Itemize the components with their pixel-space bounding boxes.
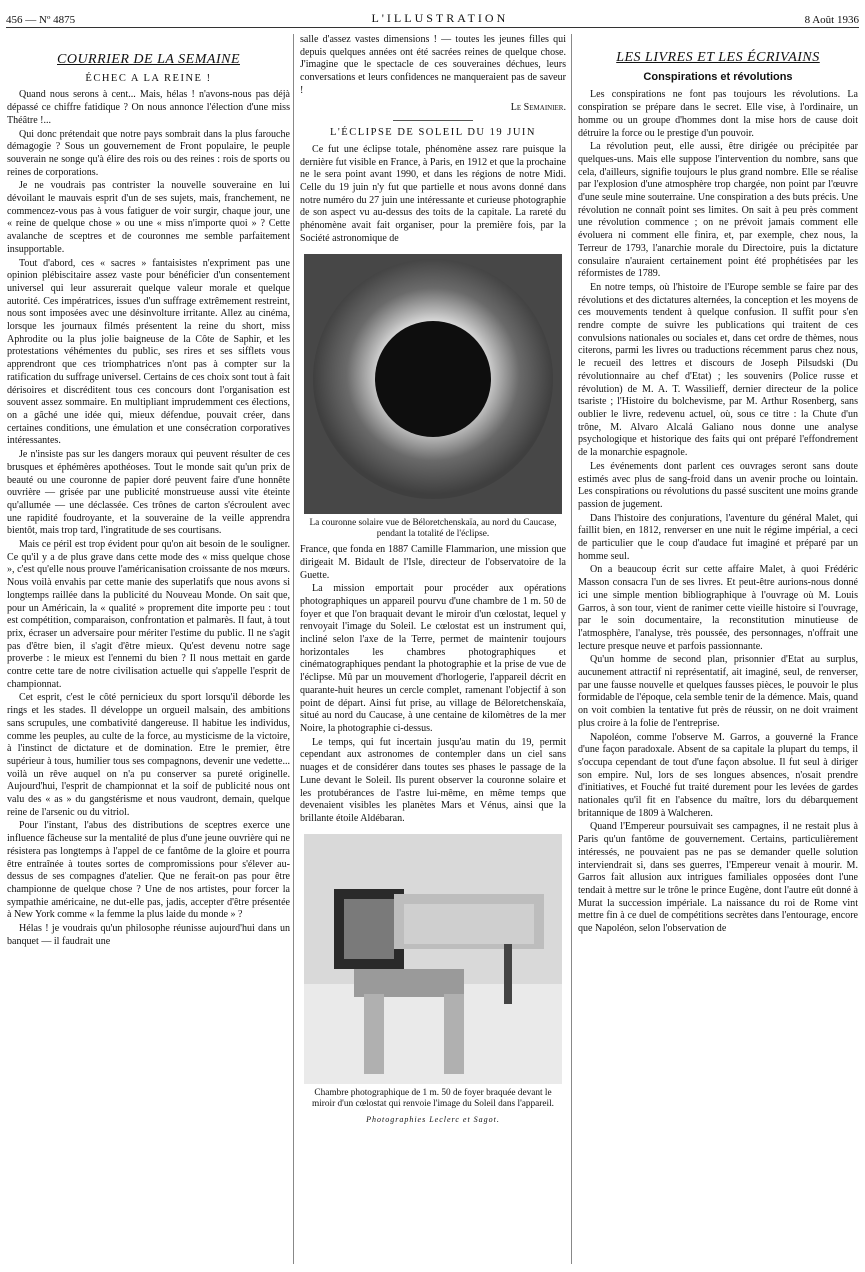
paragraph: La révolution peut, elle aussi, être dirigée ou précipitée par quelques-uns. Mais elle suppose l'intervention du nombre, sans que cela, d'ailleurs, signifie toujours le plus grand nombre. Elle se réalise par l'explosion d'une atmosphère trop chargée, non point par l'œuvre d'une seule mine souterraine. Une conspiration a des buts précis. Une révolution ne connaît point ses limites. On sait à peu près comment une révolution commence ; on ne prévoit jamais comment elle évoluera ni comment elle finira, et, par exemple, chez nous, la Terreur de 1793, l'anarchie morale du Directoire, puis la dictature consulaire n'auraient certainement point été prophétisées par les réformistes de 1789.	[578, 141, 858, 280]
paragraph: Cet esprit, c'est le côté pernicieux du sport lorsqu'il déborde les rings et les stades. Il développe un orgueil malsain, des ambitions sans scrupules, une combativité dangereuse. Il habitue les individus, comme les peuples, au culte de la force, au mysticisme de la victoire, à l'instinct de dictature et de domination. Etre le premier, être supérieur à tous, humilier tous ses compagnons, devenir une vedette... voilà un rêve auquel on n'a pu conserver sa pureté originelle. Aujourd'hui, l'esprit de championnat et la soif de publicité nous ont valu des « as » du gangstérisme et nous vaudront, demain, quelque reine de l'arsenic ou du vitriol.	[7, 692, 290, 818]
signature: Le Semainier.	[510, 101, 566, 113]
livres-subheading: Conspirations et révolutions	[643, 70, 793, 83]
camera-figure	[304, 834, 562, 1127]
paragraph: Je ne voudrais pas contrister la nouvelle souveraine en lui dévoilant le mauvais esprit d'un de ses sujets, mais, franchement, ne commencez-vous pas à vous fatiguer de voir surgir, chaque jour, une « reine de quelque chose » ou une « miss n'importe quoi » ? Cette avalanche de sceptres et de couronnes me semble parfaitement insupportable.	[7, 180, 290, 255]
paragraph: Dans l'histoire des conjurations, l'aventure du général Malet, qui faillit bien, en 1812, renverser en une nuit le régime impérial, a ceci de particulier que le coup d'audace fut imaginé et préparé par un homme seul.	[578, 512, 858, 562]
figure-caption: Chambre photographique de 1 m. 50 de foyer braquée devant le miroir d'un cœlostat qui renvoie l'image du Soleil dans l'appareil.	[311, 1087, 555, 1109]
section-divider	[393, 120, 473, 121]
courrier-column	[7, 34, 290, 1266]
livres-column	[578, 34, 858, 1266]
paragraph: Le temps, qui fut incertain jusqu'au matin du 19, permit cependant aux astronomes de contempler dans un ciel sans nuages et de considérer dans toutes ses phases le passage de la Lune devant le Soleil. Ils purent observer la couronne solaire et les protubérances de l'astre lui-même, en même temps que devenaient visibles les planètes Mars et Vénus, ainsi que la brillante étoile Aldébaran.	[300, 736, 566, 824]
paragraph: En notre temps, où l'histoire de l'Europe semble se faire par des révolutions et des dictatures alternées, la conception et les moyens de ces mouvements tendent à quelque confusion. Il suffit pour s'en rendre compte de suivre les publications qui traitent de ces convulsions nationales ou sociales et, dans cet ordre de thèmes, nous citerons, parmi les livres ou traductions récemment parus chez nous, le recueil des lettres et discours de Joseph Pilsudski (Du révolutionnaire au chef d'Etat) ; les souvenirs (Police russe et révolution) de M. A. T. Wassilieff, dernier directeur de la police tsariste ; l'Histoire du bolchevisme, par M. Arthur Rosenberg, sans oublier le livre, redevenu actuel, où, sous ce titre : la Chute d'un trône, M. Alvaro Alcalá Galiano nous donne une analyse psychologique et historique des faits qui ont préparé l'effondrement de la monarchie espagnole.	[578, 281, 858, 459]
paragraph: Qui donc prétendait que notre pays sombrait dans la plus farouche démagogie ? Sous un gouvernement de Front populaire, le peuple souverain ne songe qu'à élire des rois ou des reines : rois de sports ou reines de corporations.	[7, 128, 290, 178]
paragraph: Mais ce péril est trop évident pour qu'on ait besoin de le souligner. Ce qu'il y a de plus grave dans cette mode des « miss quelque chose », c'est qu'elle nous prouve l'américanisation croissante de nos mœurs. Nous voilà envahis par cette manie des superlatifs que nous avons si longtemps raillée dans la publicité du Nouveau Monde. On sait que, pour un Américain, la « qualité » proprement dite importe peu : tout est compétition, comparaison, confrontation et palmarès. Il faut, à tout prix, écraser un adversaire pour mériter l'estime du public. Il ne s'agit pas d'être bien, il s'agit d'être mieux. Qu'est devenu notre sage proverbe : le mieux est l'ennemi du bien ? Il nous mettait en garde contre cette tare de notre civilisation actuelle qui s'appelle l'esprit de championnat.	[7, 539, 290, 690]
paragraph: Ce fut une éclipse totale, phénomène assez rare puisque la dernière fut visible en France, à Paris, en 1912 et que la prochaine ne le sera point avant 1990, et dans les régions de notre Midi. Celle du 19 juin n'y fut que partielle et nous avons donné dans notre numéro du 27 juin une intéressante et curieuse photographie de son aspect vu au-dessus des toits de la capitale. La rareté du phénomène avait fait organiser, pour la première fois, par la Société astronomique de	[300, 143, 566, 244]
paragraph: Tout d'abord, ces « sacres » fantaisistes n'expriment pas une opinion plébiscitaire assez vaste pour bénéficier d'un consentement universel qui leur assurerait quelque valeur morale et quelque autorité. Ces impératrices, issues d'un suffrage extrêmement restreint, nous sont imposées avec une désinvolture irritante. Allez au cinéma, lorsque les journaux filmés présentent la reine du short, miss Aphrodite ou la plus jolie baigneuse de la Côte de Saphir, et les protestations véhémentes du public, ses rires et ses sifflets vous apprendront que ces triomphatrices n'ont pas à compter sur la ratification du suffrage universel. Certains de ces choix sont tout à fait dérisoires et discréditent tous ces concours dont l'organisation est souvent assez sommaire. En multipliant imprudemment ces élections, on a gâché une idée qui, mieux défendue, pouvait créer, dans certaines conditions, une émulation et une consécration corporatives intéressantes.	[7, 257, 290, 447]
courrier-heading: COURRIER DE LA SEMAINE	[57, 52, 240, 67]
livres-heading: LES LIVRES ET LES ÉCRIVAINS	[616, 50, 820, 65]
paragraph: Napoléon, comme l'observe M. Garros, a gouverné la France d'une façon paradoxale. Absent de sa capitale la plupart du temps, il s'occupa cependant de tout d'une façon absolue. Il fut seul à diriger son empire. Nul, lors de ses longues absences, n'osait prendre d'initiatives, et Fouché fut traité durement pour les levées de gardes nationales qu'il fit en l'absence du maître, lors du débarquement britannique de 1809 à Walcheren.	[578, 731, 858, 819]
masthead-title: L'ILLUSTRATION	[371, 11, 509, 25]
paragraph: On a beaucoup écrit sur cette affaire Malet, à quoi Frédéric Masson consacra l'un de ses livres. Et peut-être aurions-nous donné ici une simple mention bibliographique à l'ouvrage où M. Louis Garros, à son tour, vient de ranimer cette vieille histoire si l'ouvrage, par le soin documentaire, la reconstitution minutieuse de l'atmosphère, l'analyse, très poussée, des personnages, n'offrait une lecture presque neuve et parfois passionnante.	[578, 564, 858, 652]
paragraph: Pour l'instant, l'abus des distributions de sceptres exerce une influence fâcheuse sur la mentalité de plus d'une jeune ouvrière qui ne résistera pas longtemps à l'appel de ce fantôme de la gloire et pourra être entraînée à toutes sortes de compromissions pour s'élever au-dessus de ses compagnes d'atelier. Que ne ferait-on pas pour être championne de quelque chose ? Une de nos artistes, pour forcer la sympathie américaine, ne dut-elle pas, jadis, accepter d'être présentée à New York comme « la femme la plus laide du monde » ?	[7, 820, 290, 921]
eclipse-heading: L'ÉCLIPSE DE SOLEIL DU 19 JUIN	[329, 127, 537, 139]
paragraph: France, que fonda en 1887 Camille Flammarion, une mission que dirigeait M. Bidault de l'Isle, directeur de l'observatoire de la Guette.	[300, 544, 566, 581]
paragraph: Qu'un homme de second plan, prisonnier d'Etat au surplus, aucunement attractif ni représentatif, ait imaginé, seul, de renverser, par une fausse nouvelle et quelques fausses pièces, le pouvoir le plus formidable de l'époque, cela semble tenir de la démence. Mais, quand on voit combien la tentative fut près de réussir, on ne doit vraiment plus croire à la folie de l'entreprise.	[578, 654, 858, 729]
paragraph: Hélas ! je voudrais qu'un philosophe réunisse aujourd'hui dans un banquet — il faudrait une	[7, 923, 290, 947]
courrier-subheading: ÉCHEC A LA REINE !	[85, 72, 212, 84]
page-number: 456 — Nº 4875	[6, 14, 76, 26]
column-rule	[293, 34, 294, 1264]
paragraph: La mission emportait pour procéder aux opérations photographiques un appareil pourvu d'une chambre de 1 m. 50 de foyer et que l'on braquait devant le miroir d'un cœlostat, lequel y renvoyait l'image du Soleil. Le cœlostat est un instrument qui, incliné selon l'axe de la Terre, permet de maintenir toujours horizontales les chambres photographiques et cinématographiques pendant la photographie et la prise de vue de l'éclipse. Mû par un mouvement d'horlogerie, l'appareil décrit en quarante-huit heures un cercle complet, ramenant l'objectif à son point de départ. Ainsi fut prise, au village de Béloretchenskaïa, situé au nord du Caucase, à une centaine de kilomètres de la mer Noire, la photographie ci-dessus.	[300, 583, 566, 734]
header-rule	[6, 27, 859, 28]
issue-date: 8 Août 1936	[804, 14, 859, 26]
column-rule	[571, 34, 572, 1264]
paragraph: Quand l'Empereur poursuivait ses campagnes, il ne restait plus à Paris qu'un fantôme de gouvernement. Certains, particulièrement intéressés, ne pouvaient pas ne pas se demander quelle solution interviendrait si, dans ses guerres, l'Empereur venait à mourir. M. Garros fait allusion aux intrigues familiales opposées dont l'une tendait à mettre sur le trône le prince Eugène, dont l'autre eût donné à Murat la succession impériale. La naissance du roi de Rome vint mettre fin à ce duel de compétitions secrètes dans l'entourage, encore que Napoléon, selon l'observation de	[578, 821, 858, 935]
corona-figure	[304, 254, 562, 541]
coelostat-camera-photo	[304, 834, 562, 1084]
paragraph: Quand nous serons à cent... Mais, hélas ! n'avons-nous pas déjà dépassé ce chiffre fatidique ? On nous annonce l'élection d'une miss Théâtre !...	[7, 89, 290, 126]
solar-corona-photo	[304, 254, 562, 514]
paragraph: salle d'assez vastes dimensions ! — toutes les jeunes filles qui depuis quelques années ont été sacrées reines de quelque chose. J'imagine que le spectacle de ces souveraines déchues, leurs conversations et leurs confidences ne manqueraient pas de saveur !	[300, 34, 566, 96]
paragraph: Les événements dont parlent ces ouvrages seront sans doute estimés avec plus de sang-froid dans un avenir proche ou lointain. Les conspirations ou révolutions du passé suscitent une moins grande passion de jugement.	[578, 460, 858, 510]
photo-credit: Photographies Leclerc et Sagot.	[366, 1115, 500, 1125]
paragraph: Je n'insiste pas sur les dangers moraux qui peuvent résulter de ces brusques et éphémères apothéoses. Tout le monde sait qu'un prix de beauté ou une couronne de papier doré peuvent faire d'une honnête ouvrière — grisée par une publicité monstrueuse aussi vite éteinte qu'allumée — une déclassée. Ces trônes de carton s'écroulent avec une rapidité foudroyante, et la souveraine de la veille apprendra bientôt, mais trop tard, l'ingratitude de ses courtisans.	[7, 449, 290, 537]
figure-caption: La couronne solaire vue de Béloretchenskaïa, au nord du Caucase, pendant la totalité de l'éclipse.	[309, 517, 557, 539]
paragraph: Les conspirations ne font pas toujours les révolutions. La conspiration se prépare dans le secret. Elle vise, à l'ordinaire, un homme ou un groupe d'hommes dont la mise hors de cause doit détruire la force ou le prestige d'un pouvoir.	[578, 89, 858, 139]
page-header	[6, 6, 859, 26]
eclipse-column	[300, 34, 566, 1266]
